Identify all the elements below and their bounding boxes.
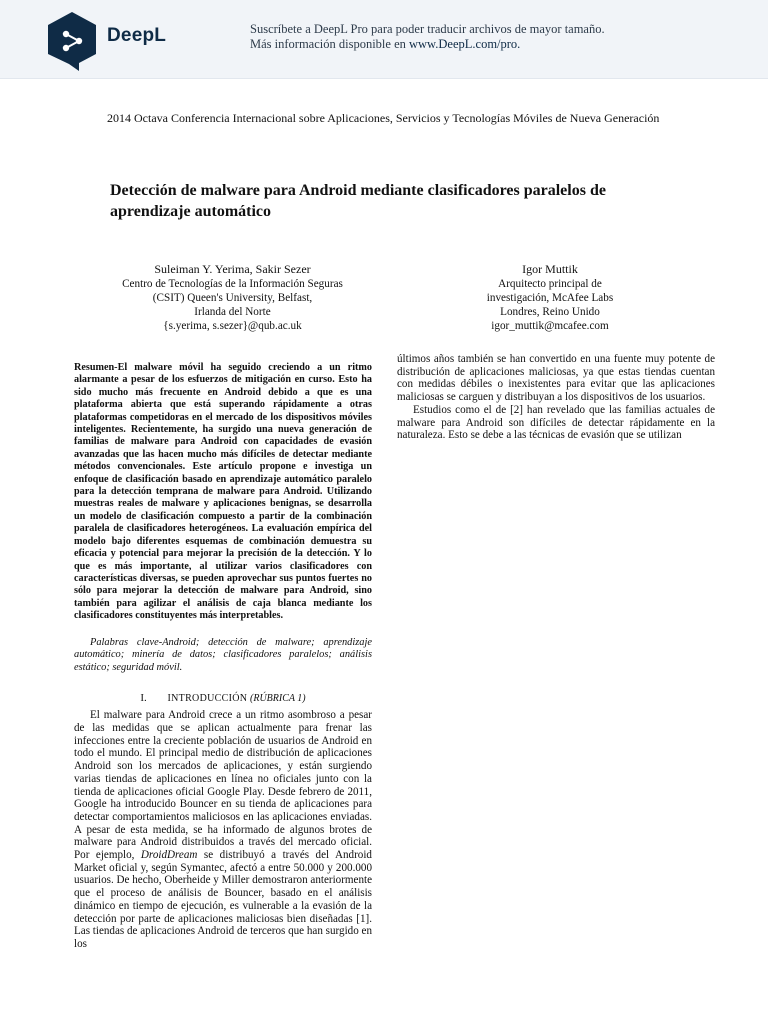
keywords: Palabras clave-Android; detección de malware; aprendizaje automático; minería de datos; clasificadores paralelos; análisis estático; seguridad móvil. — [74, 636, 372, 673]
intro-paragraph — [74, 709, 372, 950]
section-title: INTRODUCCIÓN — [167, 693, 248, 705]
section-number: I. — [140, 692, 147, 705]
left-column — [74, 362, 372, 951]
author-affiliation: Irlanda del Norte — [194, 306, 271, 318]
author-affiliation: Centro de Tecnologías de la Información Seguras — [122, 278, 343, 290]
deepl-logo-icon[interactable] — [45, 10, 99, 72]
author-block-1 — [80, 262, 385, 333]
intro-text-2: se distribuyó a través del Android Market oficial y, según Symantec, afectó a entre 50.000 y 200.000 usuarios. De hecho, Oberheide y Miller demostraron anteriormente que el proceso de análisis de Bouncer, basado en el análisis dinámico en tiempo de ejecución, es vulnerable a la evasión de la detección por parte de aplicaciones maliciosas bien diseñadas [1]. Las tiendas de aplicaciones Android de terceros que han surgido en los — [74, 849, 372, 950]
right-paragraph-2: Estudios como el de [2] han revelado que las familias actuales de malware para Android son difíciles de detectar rápidamente en la naturaleza. Esto se debe a las técnicas de evasión que se utilizan — [397, 403, 715, 442]
conference-name: 2014 Octava Conferencia Internacional sobre Aplicaciones, Servicios y Tecnologías Móviles de Nueva Generación — [107, 111, 660, 125]
right-paragraph-1: últimos años también se han convertido en una fuente muy potente de distribución de aplicaciones maliciosas, ya que estas tiendas cuentan con medidas débiles o inexistentes para evitar que las aplicaciones maliciosas se carguen y distribuyan a los dispositivos de los usuarios. — [397, 353, 715, 404]
intro-text-1: El malware para Android crece a un ritmo asombroso a pesar de las medidas que se aplican actualmente para frenar las infecciones entre la creciente población de usuarios de Android en todo el mundo. El principal medio de distribución de aplicaciones Android son los mercados de aplicaciones, y están surgiendo varias tiendas de aplicaciones en línea no oficiales junto con la tienda de aplicaciones oficial Google Play. Desde febrero de 2011, Google ha introducido Bouncer en su tienda de aplicaciones para detectar comportamientos maliciosos en las aplicaciones enviadas. A pesar de esta medida, se ha informado de algunos brotes de malware para Android distribuidos a través del mercado oficial. Por ejemplo, — [74, 709, 372, 862]
author-affiliation: (CSIT) Queen's University, Belfast, — [152, 292, 313, 304]
intro-italic-term: DroidDream — [140, 849, 198, 862]
banner-line-2-prefix: Más información disponible en — [250, 37, 406, 51]
paper-title: Detección de malware para Android mediante clasificadores paralelos de aprendizaje automático — [110, 182, 606, 220]
deepl-banner — [0, 0, 768, 79]
author-block-2 — [430, 262, 670, 333]
author-affiliation: Londres, Reino Unido — [500, 306, 600, 318]
deepl-pro-link[interactable]: www.DeepL.com/pro. — [409, 37, 521, 51]
author-affiliation: investigación, McAfee Labs — [486, 292, 614, 304]
author-name: Suleiman Y. Yerima, Sakir Sezer — [154, 262, 311, 276]
author-email: igor_muttik@mcafee.com — [491, 320, 609, 332]
author-email: {s.yerima, s.sezer}@qub.ac.uk — [163, 320, 302, 332]
author-name: Igor Muttik — [522, 262, 578, 276]
section-heading — [74, 692, 372, 705]
author-affiliation: Arquitecto principal de — [498, 278, 602, 290]
deepl-brand[interactable]: DeepL — [107, 25, 167, 46]
banner-line-2 — [250, 37, 605, 52]
section-rubric: (RÚBRICA 1) — [250, 693, 306, 705]
abstract: Resumen-El malware móvil ha seguido creciendo a un ritmo alarmante a pesar de los esfuerzos de mitigación en curso. Esto ha sido mucho más frecuente en Android debido a que es una plataforma abierta que está superando rápidamente a otras plataformas competidoras en el mercado de los dispositivos móviles inteligentes. Recientemente, ha surgido una nueva generación de familias de malware para Android con capacidades de evasión avanzadas que las hacen mucho más difíciles de detectar mediante métodos convencionales. Este artículo propone e investiga un enfoque de clasificación basado en aprendizaje automático paralelo para la detección temprana de malware para Android. Utilizando muestras reales de malware y aplicaciones benignas, se desarrolla un modelo de clasificación compuesto a partir de la combinación paralela de clasificadores heterogéneos. La evaluación empírica del modelo bajo diferentes esquemas de combinación demuestra su eficacia y potencial para mejorar la precisión de la detección. Y lo que es más importante, al utilizar varios clasificadores con características diversas, se pueden aprovechar sus puntos fuertes no sólo para mejorar la detección de malware para Android, sino también para agilizar el análisis de caja blanca mediante los clasificadores constituyentes más interpretables. — [74, 362, 372, 622]
banner-message — [250, 22, 605, 52]
right-column — [397, 353, 715, 442]
banner-line-1: Suscríbete a DeepL Pro para poder traducir archivos de mayor tamaño. — [250, 22, 605, 36]
